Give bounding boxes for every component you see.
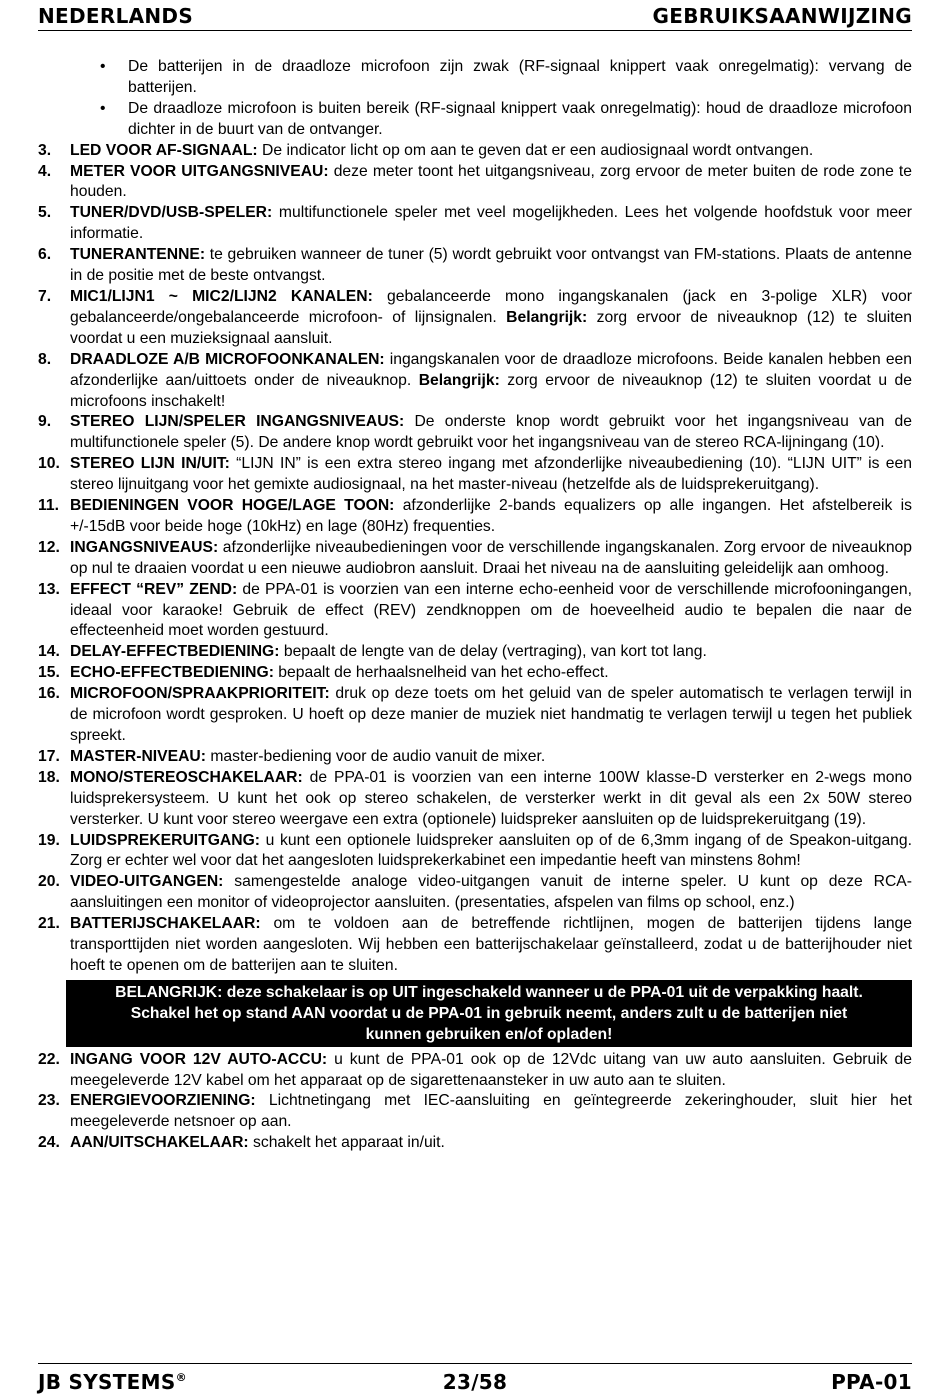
list-item [38,496,912,538]
item-term: EFFECT “REV” ZEND: [70,580,238,598]
numbered-list [38,141,912,977]
item-text: schakelt het apparaat in/uit. [248,1134,445,1152]
item-number: 14. [38,643,60,661]
list-item [38,1133,912,1154]
item-number: 12. [38,538,60,556]
list-item [38,914,912,977]
item-number: 10. [38,455,60,473]
page-header [38,2,912,31]
item-term: MONO/STEREOSCHAKELAAR: [70,768,303,786]
item-number: 24. [38,1134,60,1152]
item-text-continued: zorg ervoor de niveauknop (12) te sluiten voordat u een muzieksignaal aansluit. [70,308,912,347]
item-number: 17. [38,747,60,765]
item-text: Lichtnetingang met IEC-aansluiting en geïntegreerde zekeringhouder, sluit hier het meegeleverde netsnoer op aan. [70,1092,912,1131]
item-text: De onderste knop wordt gebruikt voor het ingangsniveau van de multifunctionele speler (5). De andere knop wordt gebruikt voor het ingangsniveau van de stereo RCA-lijningang (10). [70,413,913,452]
item-number: 8. [38,350,52,368]
list-item [38,538,912,580]
item-number: 15. [38,664,60,682]
numbered-list-continued [38,1050,912,1155]
list-item [38,412,912,454]
item-term: MASTER-NIVEAU: [70,747,206,765]
model-name: PPA-01 [831,1370,912,1394]
item-term: VIDEO-UITGANGEN: [70,873,224,891]
item-text: master-bediening voor de audio vanuit de mixer. [205,747,546,765]
item-term: BEDIENINGEN VOOR HOGE/LAGE TOON: [70,497,395,515]
item-number: 18. [38,768,60,786]
item-number: 11. [38,497,59,515]
item-text: De indicator licht op om aan te geven dat er een audiosignaal wordt ontvangen. [257,141,814,159]
list-item [38,287,912,350]
item-term: DELAY-EFFECTBEDIENING: [70,643,280,661]
item-term: STEREO LIJN/SPELER INGANGSNIVEAUS: [70,413,405,431]
list-item [38,1091,912,1133]
item-number: 19. [38,831,60,849]
list-item [38,162,912,204]
item-text: samengestelde analoge video-uitgangen vanuit de interne speler. U kunt op deze RCA-aansluitingen een monitor of videoprojector aansluiten. (presentaties, afspelen van films op school, enz.) [70,873,912,912]
item-text: afzonderlijke niveaubedieningen voor de verschillende ingangskanalen. Zorg ervoor de niveauknop op nul te draaien voordat u een nieuwe audiobron aansluit. Draai het niveau na de aansluiting geleidelijk aan omhoog. [70,538,912,577]
item-term: METER VOOR UITGANGSNIVEAU: [70,162,329,180]
list-item [38,454,912,496]
list-item [38,831,912,873]
item-text: gebalanceerde mono ingangskanalen (jack en 3-polige XLR) voor gebalanceerde/ongebalanceerde microfoon- of lijnsignalen. [70,287,912,326]
item-text: druk op deze toets om het geluid van de speler automatisch te verlagen terwijl in de microfoon wordt gesproken. U hoeft op deze manier de muziek niet handmatig te verlagen terwijl u tegen het publiek spreekt. [70,685,912,744]
item-text: om te voldoen aan de betreffende richtlijnen, mogen de batterijen tijdens lange transporttijden niet worden aangesloten. Wij hebben een batterijschakelaar geïnstalleerd, zodat u de batterijhouder niet hoeft te openen om de batterijen aan te sluiten. [70,915,912,974]
list-item [38,1050,912,1092]
item-number: 21. [38,915,60,933]
item-term: INGANG VOOR 12V AUTO-ACCU: [70,1050,328,1068]
list-item [38,872,912,914]
item-term: MIC1/LIJN1 ~ MIC2/LIJN2 KANALEN: [70,287,373,305]
item-important-label: Belangrijk: [506,308,588,326]
item-text: te gebruiken wanneer de tuner (5) wordt gebruikt voor ontvangst van FM-stations. Plaats de antenne in de positie met de beste ontvangst. [70,246,912,285]
item-text: “LIJN IN” is een extra stereo ingang met afzonderlijke niveaubediening (10). “LIJN UIT” is een stereo lijnuitgang voor het gemixte audiosignaal, na het master-niveau (hetzelfde als de luidsprekeruitgang). [70,455,912,494]
item-term: MICROFOON/SPRAAKPRIORITEIT: [70,685,330,703]
item-term: LED VOOR AF-SIGNAAL: [70,141,258,159]
bullet-item [38,99,912,141]
item-number: 5. [38,204,52,222]
item-text: deze meter toont het uitgangsniveau, zorg ervoor de meter buiten de rode zone te houden. [70,162,912,201]
item-number: 6. [38,246,52,264]
item-number: 16. [38,685,60,703]
item-term: LUIDSPREKERUITGANG: [70,831,260,849]
item-text: u kunt een optionele luidspreker aansluiten op of de 6,3mm ingang of de Speakon-uitgang. Zorg er echter wel voor dat het aangesloten luidsprekerkabinet een impedantie heeft van minstens 8ohm! [70,831,912,870]
item-number: 22. [38,1050,60,1068]
item-term: TUNER/DVD/USB-SPELER: [70,204,273,222]
list-item [38,580,912,643]
item-number: 13. [38,580,60,598]
bullet-icon: • [100,99,106,117]
page-number: 23/58 [442,1370,508,1394]
item-term: BATTERIJSCHAKELAAR: [70,915,261,933]
item-text: multifunctionele speler met veel mogelijkheden. Lees het volgende hoofdstuk voor meer informatie. [70,204,912,243]
item-term: ENERGIEVOORZIENING: [70,1092,256,1110]
list-item [38,747,912,768]
list-item [38,350,912,413]
item-text-continued: zorg ervoor de niveauknop (12) te sluiten voordat u de microfoons inschakelt! [70,371,912,410]
page-footer [38,1363,912,1394]
brand-name: JB SYSTEMS [38,1370,176,1394]
manual-content [38,57,912,1154]
list-item [38,203,912,245]
header-title: GEBRUIKSAANWIJZING [652,4,912,28]
item-term: STEREO LIJN IN/UIT: [70,455,230,473]
header-language: NEDERLANDS [38,4,194,28]
list-item [38,642,912,663]
item-text: afzonderlijke 2-bands equalizers op alle ingangen. Het afstelbereik is +/-15dB voor beide hoge (10kHz) en lage (80Hz) frequenties. [70,497,912,535]
item-text: bepaalt de herhaalsnelheid van het echo-effect. [273,664,609,682]
list-item [38,684,912,747]
item-text: u kunt de PPA-01 ook op de 12Vdc uitang van uw auto aansluiten. Gebruik de meegeleverde 12V kabel om het apparaat op de sigarettenaansteker in uw auto aan te sluiten. [70,1050,912,1089]
item-number: 9. [38,413,52,431]
item-text: bepaalt de lengte van de delay (vertraging), van kort tot lang. [279,643,707,661]
item-term: AAN/UITSCHAKELAAR: [70,1134,249,1152]
list-item [38,768,912,831]
item-number: 3. [38,141,52,159]
item-number: 20. [38,873,60,891]
list-item [38,245,912,287]
bullet-text: De batterijen in de draadloze microfoon zijn zwak (RF-signaal knippert vaak onregelmatig): vervang de batterijen. [128,58,912,96]
bullet-text: De draadloze microfoon is buiten bereik (RF-signaal knippert vaak onregelmatig): houd de draadloze microfoon dichter in de buurt van de ontvanger. [128,99,912,138]
important-notice: BELANGRIJK: deze schakelaar is op UIT ingeschakeld wanneer u de PPA-01 uit de verpakking haalt. Schakel het op stand AAN voordat u de PPA-01 in gebruik neemt, anders zult u de batterijen niet kunnen gebruiken en/of opladen! [66,980,912,1047]
item-text: de PPA-01 is voorzien van een interne 100W klasse-D versterker en 2-wegs mono luidsprekersysteem. U kunt het ook op stereo schakelen, de versterker werkt in dit geval als een 2x 50W stereo versterker. U kunt voor stereo weergave een extra (optionele) luidspreker aansluiten op de luidsprekeruitgang (19). [70,768,912,828]
bullet-item [38,57,912,99]
item-term: ECHO-EFFECTBEDIENING: [70,664,274,682]
item-term: TUNERANTENNE: [70,246,206,264]
trademark-symbol: ® [175,1371,187,1384]
item-term: INGANGSNIVEAUS: [70,538,219,556]
item-text: ingangskanalen voor de draadloze microfoons. Beide kanalen hebben een afzonderlijke aan/uittoets onder de niveauknop. [70,350,912,389]
item-term: DRAADLOZE A/B MICROFOONKANALEN: [70,350,385,368]
item-number: 23. [38,1092,60,1110]
item-text: de PPA-01 is voorzien van een interne echo-eenheid voor de verschillende microfooningangen, ideaal voor karaoke! Gebruik de effect (REV) zendknoppen om de hoeveelheid audio te bepalen die naar de effecteenheid moet worden gestuurd. [70,580,913,640]
list-item [38,141,912,162]
item-important-label: Belangrijk: [418,371,500,389]
item-number: 4. [38,162,52,180]
item-number: 7. [38,287,52,305]
list-item [38,663,912,684]
bullet-icon: • [100,58,106,75]
